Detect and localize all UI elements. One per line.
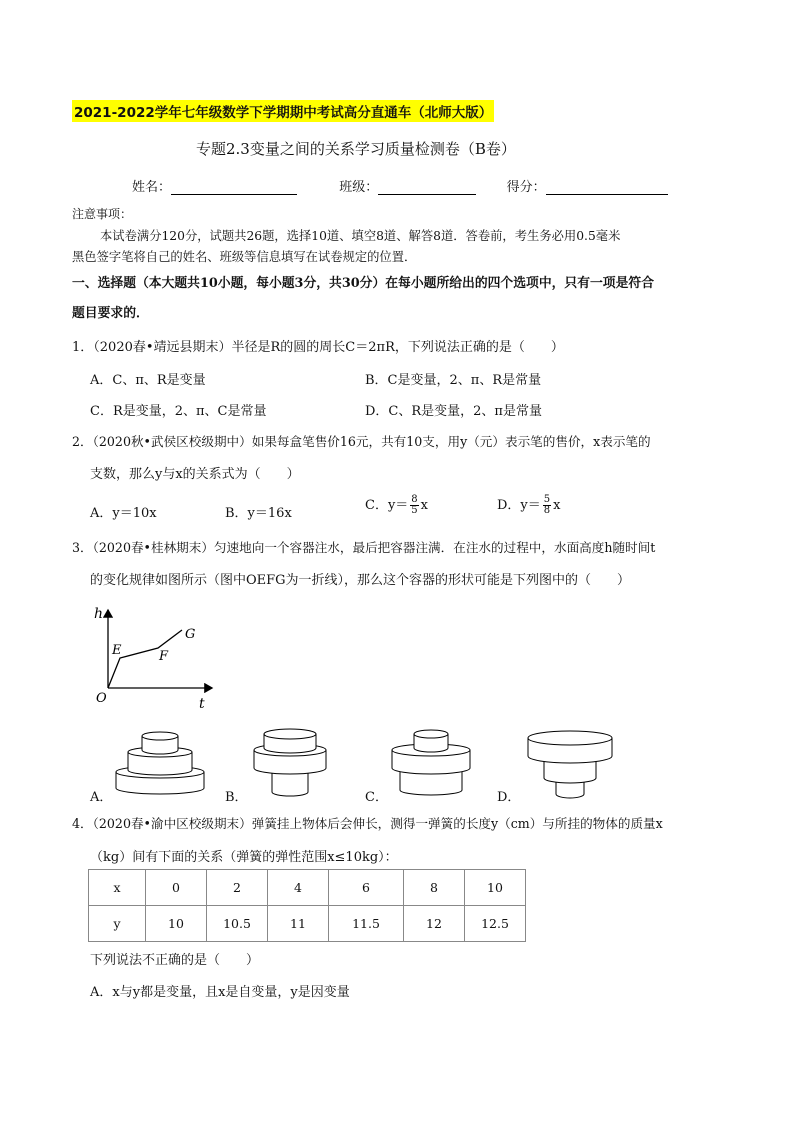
graph-e-label: E <box>112 643 122 658</box>
name-label: 姓名： <box>132 180 172 195</box>
q1-option-d: D．C、R是变量，2、π是常量 <box>365 404 542 419</box>
q1-stem: 1．（2020春•靖远县期末）半径是R的圆的周长C＝2πR，下列说法正确的是（ ） <box>72 340 564 355</box>
graph-h-label: h <box>94 606 104 622</box>
q2-option-d <box>497 494 561 516</box>
name-blank[interactable] <box>171 180 297 195</box>
table-cell: 0 <box>146 870 207 906</box>
q3-option-c-label: C． <box>365 790 388 805</box>
table-cell: 6 <box>329 870 404 906</box>
table-cell: 8 <box>404 870 465 906</box>
table-cell: 11.5 <box>329 906 404 942</box>
q2-c-suffix: x <box>420 498 429 513</box>
q3-stem-line-1: 3．（2020春•桂林期末）匀速地向一个容器注水，最后把容器注满．在注水的过程中，水面高度h随时间t <box>72 540 656 555</box>
q3-option-d-label: D． <box>497 790 521 805</box>
score-label: 得分： <box>506 180 546 195</box>
q2-d-fraction <box>543 495 551 516</box>
graph-t-label: t <box>199 696 205 712</box>
q1-option-c: C．R是变量，2、π、C是常量 <box>90 404 267 419</box>
q2-option-a: A．y＝10x <box>90 506 157 521</box>
student-info-row <box>132 176 668 195</box>
table-cell: 10 <box>146 906 207 942</box>
q3-container-b <box>250 728 330 798</box>
graph-polyline <box>108 630 182 688</box>
table-row-x <box>89 870 526 906</box>
table-cell: 4 <box>268 870 329 906</box>
graph-f-label: F <box>159 649 169 664</box>
q1-option-b: B．C是变量，2、π、R是常量 <box>365 373 542 388</box>
table-cell: 10.5 <box>207 906 268 942</box>
section-heading-line-1: 一、选择题（本大题共10小题，每小题3分，共30分）在每小题所给出的四个选项中，只有一项是符合 <box>72 276 654 291</box>
q3-option-b-label: B． <box>225 790 248 805</box>
class-blank[interactable] <box>378 180 476 195</box>
spring-data-table <box>88 869 526 942</box>
header-banner: 2021-2022学年七年级数学下学期期中考试高分直通车（北师大版） <box>72 100 494 122</box>
q2-c-denominator: 5 <box>411 505 418 516</box>
table-cell: 12.5 <box>465 906 526 942</box>
q2-option-b: B．y＝16x <box>225 506 292 521</box>
q2-option-c <box>365 494 428 516</box>
q4-stem-line-2: （kg）间有下面的关系（弹簧的弹性范围x≤10kg）： <box>90 850 398 865</box>
table-cell: 2 <box>207 870 268 906</box>
q3-container-a <box>112 730 208 796</box>
q2-c-fraction <box>410 495 418 516</box>
table-cell: 11 <box>268 906 329 942</box>
graph-g-label: G <box>185 627 196 642</box>
score-blank[interactable] <box>546 180 668 195</box>
class-label: 班级： <box>339 180 379 195</box>
table-cell: 12 <box>404 906 465 942</box>
q3-option-a-label: A． <box>90 790 113 805</box>
table-cell: y <box>89 906 146 942</box>
q4-option-a: A．x与y都是变量，且x是自变量，y是因变量 <box>90 985 350 1000</box>
q3-graph <box>88 600 218 712</box>
graph-o-label: O <box>96 691 107 706</box>
q2-stem-line-2: 支数，那么y与x的关系式为（ ） <box>90 467 300 482</box>
q4-prompt: 下列说法不正确的是（ ） <box>90 953 260 968</box>
q2-c-numerator: 8 <box>411 494 418 505</box>
table-row-y <box>89 906 526 942</box>
page-title: 专题2.3变量之间的关系学习质量检测卷（B卷） <box>196 140 516 158</box>
q2-d-prefix: D．y＝ <box>497 498 541 513</box>
notes-line-1: 本试卷满分120分，试题共26题，选择10道、填空8道、解答8道．答卷前，考生务必用0.5毫米 <box>100 229 621 243</box>
table-cell: x <box>89 870 146 906</box>
q3-container-d <box>524 730 616 800</box>
q2-stem-line-1: 2．（2020秋•武侯区校级期中）如果每盒笔售价16元，共有10支，用y（元）表示笔的售价，x表示笔的 <box>72 434 651 449</box>
q2-d-numerator: 5 <box>543 494 551 505</box>
table-cell: 10 <box>465 870 526 906</box>
notes-heading: 注意事项： <box>72 207 133 221</box>
q1-option-a: A．C、π、R是变量 <box>90 373 206 388</box>
notes-line-2: 黑色签字笔将自己的姓名、班级等信息填写在试卷规定的位置． <box>72 250 417 264</box>
section-heading-line-2: 题目要求的． <box>72 306 149 321</box>
q3-stem-line-2: 的变化规律如图所示（图中OEFG为一折线），那么这个容器的形状可能是下列图中的（ ） <box>90 573 631 588</box>
q4-stem-line-1: 4．（2020春•渝中区校级期末）弹簧挂上物体后会伸长，测得一弹簧的长度y（cm）与所挂的物体的质量x <box>72 816 663 831</box>
q2-d-denominator: 8 <box>543 505 551 516</box>
q2-c-prefix: C．y＝ <box>365 498 409 513</box>
q3-container-c <box>388 728 474 798</box>
q2-d-suffix: x <box>553 498 561 513</box>
